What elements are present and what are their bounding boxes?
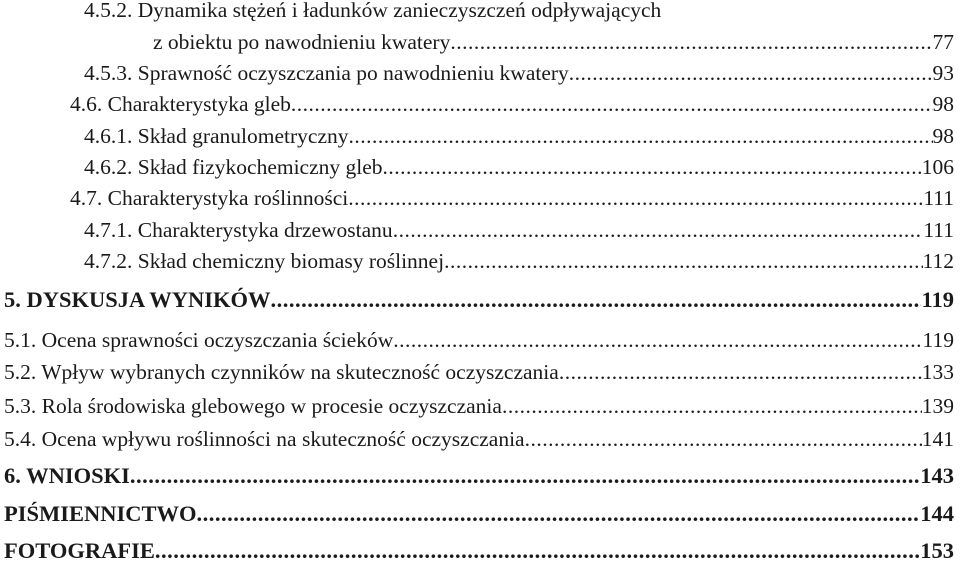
toc-leader-dots [444, 247, 922, 275]
toc-entry-label: 5.1. Ocena sprawności oczyszczania ścieków [4, 328, 394, 352]
toc-entry-4-6-2 [84, 153, 954, 181]
toc-entry-label: 4.7.2. Skład chemiczny biomasy roślinnej [84, 249, 445, 273]
toc-entry-page: 153 [920, 538, 954, 563]
toc-entry-5-1 [4, 326, 954, 354]
toc-leader-dots [450, 28, 932, 56]
toc-entry-5-3 [4, 392, 954, 420]
toc-entry-6 [4, 462, 954, 490]
toc-entry-4-7-2 [84, 247, 954, 275]
toc-leader-dots [349, 122, 933, 150]
toc-leader-dots [569, 59, 933, 87]
toc-entry-4-6 [70, 90, 954, 118]
toc-leader-dots [393, 216, 924, 244]
toc-entry-5-4 [4, 425, 954, 453]
toc-leader-dots [197, 500, 921, 528]
toc-entry-label: 6. WNIOSKI [4, 463, 130, 488]
toc-entry-label: 4.6. Charakterystyka gleb [70, 92, 291, 116]
toc-entry-page: 93 [932, 61, 954, 85]
toc-leader-dots [271, 286, 922, 314]
toc-entry-page: 106 [921, 155, 954, 179]
toc-leader-dots [130, 462, 920, 490]
toc-entry-page: 77 [932, 30, 954, 54]
toc-entry-page: 139 [921, 394, 954, 418]
toc-entry-4-5-2-line1 [84, 0, 954, 24]
toc-leader-dots [155, 537, 920, 565]
toc-entry-label: PIŚMIENNICTWO [4, 501, 197, 526]
toc-leader-dots [393, 326, 922, 354]
toc-entry-page: 141 [921, 427, 954, 451]
toc-entry-label: 4.5.3. Sprawność oczyszczania po nawodnieniu kwatery [84, 61, 569, 85]
toc-entry-bibliography [4, 500, 954, 528]
toc-entry-label: z obiektu po nawodnieniu kwatery [153, 30, 451, 54]
toc-entry-5 [4, 286, 954, 314]
toc-entry-label: 4.6.2. Skład fizykochemiczny gleb [84, 155, 383, 179]
toc-entry-page: 112 [922, 249, 954, 273]
toc-entry-label: 4.7.1. Charakterystyka drzewostanu [84, 218, 393, 242]
toc-entry-page: 98 [932, 92, 954, 116]
toc-entry-4-7 [70, 184, 954, 212]
toc-entry-page: 133 [921, 360, 954, 384]
toc-entry-4-5-3 [84, 59, 954, 87]
toc-entry-photographs [4, 537, 954, 565]
toc-entry-4-6-1 [84, 122, 954, 150]
toc-entry-label: 4.6.1. Skład granulometryczny [84, 124, 349, 148]
toc-leader-dots [291, 90, 933, 118]
toc-leader-dots [525, 425, 922, 453]
toc-leader-dots [348, 184, 923, 212]
toc-entry-label: 5.3. Rola środowiska glebowego w procesie oczyszczania [4, 394, 502, 418]
toc-entry-label: 4.5.2. Dynamika stężeń i ładunków zanieczyszczeń odpływających [84, 0, 662, 22]
toc-entry-label: 5.4. Ocena wpływu roślinności na skuteczność oczyszczania [4, 427, 525, 451]
toc-entry-label: 4.7. Charakterystyka roślinności [70, 186, 349, 210]
toc-entry-page: 98 [932, 124, 954, 148]
toc-leader-dots [502, 392, 922, 420]
toc-leader-dots [383, 153, 922, 181]
toc-entry-label: 5.2. Wpływ wybranych czynników na skuteczność oczyszczania [4, 360, 559, 384]
toc-entry-page: 143 [920, 463, 954, 488]
toc-entry-5-2 [4, 358, 954, 386]
toc-leader-dots [559, 358, 922, 386]
toc-entry-page: 144 [920, 501, 954, 526]
toc-entry-4-5-2-line2 [153, 28, 954, 56]
toc-entry-4-7-1 [84, 216, 954, 244]
toc-entry-page: 111 [923, 186, 954, 210]
toc-entry-label: FOTOGRAFIE [4, 538, 155, 563]
toc-entry-page: 119 [921, 287, 954, 312]
toc-entry-label: 5. DYSKUSJA WYNIKÓW [4, 287, 271, 312]
toc-entry-page: 111 [923, 218, 954, 242]
toc-entry-page: 119 [922, 328, 954, 352]
